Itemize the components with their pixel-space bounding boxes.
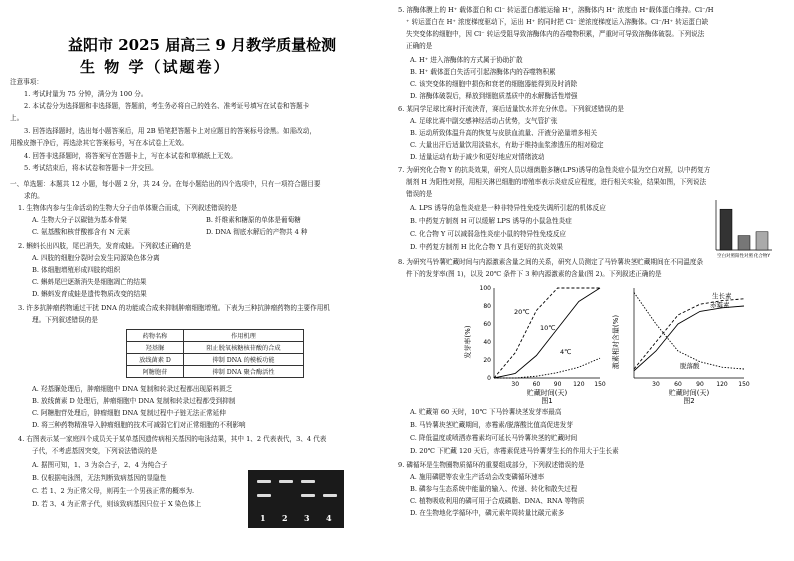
bar [756, 232, 768, 250]
q7-option-c: C. 化合物 Y 可以减弱急性炎症小鼠的特异性免疫反应 [410, 230, 567, 238]
q4-option-d: D. 若 3、4 为正常子代，则该致病基因只位于 X 染色体上 [32, 500, 202, 508]
gel-band [301, 494, 315, 497]
x-tick-label: 90 [696, 381, 704, 388]
table-cell: 抑制 DNA 的模板功能 [184, 354, 304, 366]
figure-1-line-chart [464, 282, 606, 405]
q6-option-c: C. 大量出汗后适量饮用淡盐水，有助于维持血浆渗透压的相对稳定 [410, 141, 604, 149]
table-header-cell: 药物名称 [127, 330, 184, 342]
q7-option-d: D. 中药复方制剂 H 比化合物 Y 具有更好的抗炎效果 [410, 243, 564, 251]
series-line [634, 299, 744, 369]
y-tick-label: 40 [483, 339, 491, 346]
table-cell: 阻止脱氧核糖核苷酸的合成 [184, 342, 304, 354]
x-tick-label: 60 [674, 381, 682, 388]
x-tick-label: 120 [716, 381, 728, 388]
q2-stem: 2. 蝌蚪长出四肢，尾巴消失，发育成蛙。下列叙述正确的是 [18, 242, 192, 250]
q5-stem-cont: 正确的是 [406, 42, 433, 50]
q8-option-c: C. 降低温度或喷洒赤霉素均可延长马铃薯块茎的贮藏时间 [410, 434, 578, 442]
q3-option-d: D. 将三种药物精准导入肿瘤细胞的技术可减弱它们对正常细胞的不利影响 [32, 421, 246, 429]
drug-table [126, 329, 304, 378]
q1-option-a: A. 生物大分子以碳链为基本骨架 [32, 216, 127, 224]
table-row [127, 354, 304, 366]
q7-bar-chart [710, 196, 774, 262]
q9-option-c: C. 植物吸收利用的磷可用于合成磷脂、DNA、RNA 等物质 [410, 497, 585, 505]
q8-stem-cont: 件下的发芽率(图 1)，以及 20℃ 条件下 3 种内源激素的含量(图 2)。下列叙述正确的是 [406, 270, 662, 278]
electrophoresis-gel [248, 470, 344, 528]
series-label: 生长素 [712, 292, 732, 300]
gel-band [301, 480, 315, 483]
lane-label: 3 [304, 513, 310, 523]
series-line [494, 288, 600, 378]
lane-label: 1 [260, 513, 266, 523]
q6-stem: 6. 某同学足球比赛时汗流浃背，赛后适量饮水并充分休息。下列叙述错误的是 [398, 105, 624, 113]
q5-option-d: D. 溶酶体破裂后，释放到细胞质基质中的水解酶活性增强 [410, 92, 578, 100]
gel-band [323, 494, 337, 497]
table-header-cell: 作用机理 [184, 330, 304, 342]
table-row [127, 342, 304, 354]
q4-option-b: B. 仅根据电泳图，无法判断致病基因的显隐性 [32, 474, 167, 482]
q5-option-b: B. H⁺ 载体蛋白失活可引起溶酶体内的吞噬物积累 [410, 68, 556, 76]
y-tick-label: 60 [483, 321, 491, 328]
x-tick-label: 150 [738, 381, 750, 388]
series-label: 10℃ [540, 324, 556, 332]
table-cell: 放线菌素 D [127, 354, 184, 366]
q9-option-d: D. 在生物地化学循环中，磷元素年周转量比碳元素多 [410, 509, 565, 517]
notice-item: 1. 考试时量为 75 分钟，满分为 100 分。 [24, 90, 148, 98]
q3-option-b: B. 放线菌素 D 处理后，肿瘤细胞中 DNA 复制和转录过程都受到抑制 [32, 397, 236, 405]
gel-band [257, 480, 271, 483]
series-label: 20℃ [514, 308, 530, 316]
q5-stem: 5. 溶酶体膜上的 H⁺ 载体蛋白和 Cl⁻ 转运蛋白都能运输 H⁺，溶酶体内 H⁺ 浓度由 H⁺载体蛋白维持。Cl⁻/H [398, 6, 714, 14]
fig2-title: 图2 [683, 397, 695, 405]
x-tick-label: 60 [532, 381, 541, 388]
q1-stem: 1. 生物体内参与生命活动的生物大分子由单体聚合而成，下列叙述错误的是 [18, 204, 238, 212]
q6-option-b: B. 运动所致体温升高的恢复与皮肤血流量、汗液分泌量增多相关 [410, 129, 598, 137]
y-tick-label: 80 [483, 303, 491, 310]
q4-stem-cont: 子代，不考虑基因突变，下列说法错误的是 [32, 447, 158, 455]
y-tick-label: 100 [479, 285, 491, 292]
series-label: 脱落酸 [680, 362, 700, 370]
table-row [127, 366, 304, 378]
bar-category-label: 空白对照 [717, 254, 735, 259]
q9-stem: 9. 磷循环是生物圈物质循环的重要组成部分，下列叙述错误的是 [398, 461, 585, 469]
bar-category-label: 化合物Y [753, 254, 771, 259]
q2-option-c: C. 蝌蚪尾巴逐渐消失是细胞凋亡的结果 [32, 278, 147, 286]
series-label: 4℃ [560, 348, 572, 356]
q5-stem-cont: 失突变体的细胞中，因 Cl⁻ 转运受阻导致溶酶体内的吞噬物积累，严重时可导致溶酶体破裂。下列说法 [406, 30, 705, 38]
fig1-title: 图1 [541, 397, 553, 405]
q4-stem: 4. 右图表示某一家庭四个成员关于某单基因遗传病相关基因的电泳结果，其中 1、2 代表表代，3、4 代表 [18, 435, 327, 443]
q5-option-c: C. 该突变体的细胞中损伤和衰老的细胞器能得到及时消除 [410, 80, 578, 88]
q1-option-c: C. 氨基酸和核苷酸都含有 N 元素 [32, 228, 131, 236]
notice-item: 2. 本试卷分为选择题和非选择题，答题前，考生务必将自己的姓名、准考证号填写在试卷和答题卡 [24, 102, 310, 110]
q3-stem-cont: 理。下列叙述错误的是 [32, 316, 98, 324]
x-tick-label: 90 [553, 381, 562, 388]
q3-option-c: C. 阿糖胞苷处理后，肿瘤细胞 DNA 复制过程中子链无法正常延伸 [32, 409, 226, 417]
x-tick-label: 150 [594, 381, 606, 388]
lane-label: 2 [282, 513, 288, 523]
exam-title: 益阳市 2025 届高三 9 月教学质量检测 [68, 36, 337, 54]
q8-stem: 8. 为研究马铃薯贮藏时间与内源激素含量之间的关系，研究人员测定了马铃薯块茎贮藏期间在不同温度条 [398, 258, 704, 266]
notice-item: 4. 回答非选择题时，将答案写在答题卡上，写在本试卷和草稿纸上无效。 [24, 152, 237, 160]
figure-2-line-chart [612, 282, 752, 405]
q2-option-b: B. 体细胞增殖形成四肢的组织 [32, 266, 121, 274]
section-heading: 一、单选题：本题共 12 小题，每小题 2 分，共 24 分。在每小题给出的四个选项中，只有一项符合题目要 [10, 180, 321, 188]
q4-option-a: A. 据图可知，1、3 为杂合子，2、4 为纯合子 [32, 461, 168, 469]
fig2-ylabel: 激素相对含量(%) [612, 314, 620, 370]
q8-option-a: A. 贮藏第 60 天时，10℃ 下马铃薯块茎发芽率最高 [410, 408, 562, 416]
q3-option-a: A. 羟基脲处理后，肿瘤细胞中 DNA 复制和转录过程都出现原料匮乏 [32, 385, 233, 393]
lane-label: 4 [326, 513, 332, 523]
q2-option-d: D. 蝌蚪发育成蛙是遗传物质改变的结果 [32, 290, 147, 298]
q6-option-d: D. 适量运动有助于减少和更好地应对情绪波动 [410, 153, 545, 161]
q9-option-b: B. 磷参与生态系统中能量的输入、传递、转化和散失过程 [410, 485, 578, 493]
table-header-row [127, 330, 304, 342]
bar [720, 209, 732, 250]
q7-option-b: B. 中药复方制剂 H 可以缓解 LPS 诱导的小鼠急性炎症 [410, 217, 572, 225]
fig2-xlabel: 贮藏时间(天) [668, 389, 710, 397]
q5-stem-cont: ⁺ 转运蛋白在 H⁺ 浓度梯度驱动下，运出 H⁺ 的同时把 Cl⁻ 逆浓度梯度运入溶酶体。Cl⁻/H⁺ 转运蛋白缺 [406, 18, 709, 26]
series-line [494, 288, 600, 378]
q7-stem-cont: 错误的是 [406, 190, 433, 198]
bar [738, 236, 750, 250]
q2-option-a: A. 四肢的细胞分裂时会发生同源染色体分离 [32, 254, 160, 262]
section-heading-cont: 求的。 [24, 192, 44, 200]
gel-band [257, 494, 271, 497]
q9-option-a: A. 施用磷肥等农业生产活动会改变磷循环速率 [410, 473, 545, 481]
q1-option-d: D. DNA 彻底水解后的产物共 4 种 [206, 228, 308, 236]
x-tick-label: 30 [652, 381, 660, 388]
gel-band [279, 480, 293, 483]
notice-item: 3. 回答选择题时，选出每小题答案后，用 2B 铅笔把答题卡上对应题目的答案标号涂黑。如需改动， [24, 127, 316, 135]
q7-stem-cont: 制剂 H 为阳性对照，用相关淋巴细胞的增殖率表示炎症反应程度，进行相关实验，结果如图，下列说法 [406, 178, 707, 186]
bar-category-label: 阳性对照 [735, 254, 753, 259]
fig1-ylabel: 发芽率(%) [464, 325, 472, 359]
notice-heading: 注意事项： [10, 78, 43, 86]
q8-option-b: B. 马铃薯块茎贮藏期间，赤霉素/脱落酸比值高促进发芽 [410, 421, 573, 429]
q4-option-c: C. 若 1、2 为正常父母，则再生一个男孩正常的概率为. [32, 487, 195, 495]
notice-item: 5. 考试结束后，将本试卷和答题卡一并交回。 [24, 164, 158, 172]
q8-option-d: D. 20℃ 下贮藏 120 天后，赤霉素促进马铃薯芽生长的作用大于生长素 [410, 447, 619, 455]
x-tick-label: 30 [511, 381, 520, 388]
q1-option-b: B. 纤维素和糖原的单体是葡萄糖 [206, 216, 301, 224]
table-cell: 抑制 DNA 聚合酶活性 [184, 366, 304, 378]
table-cell: 羟基脲 [127, 342, 184, 354]
q3-stem: 3. 许多抗肿瘤药物通过干扰 DNA 的功能或合成来抑制肿瘤细胞增殖。下表为三种抗肿瘤药物的主要作用机 [18, 304, 330, 312]
y-tick-label: 0 [487, 375, 491, 382]
series-label: 赤霉素 [710, 301, 730, 309]
q6-option-a: A. 足球比赛中副交感神经活动占优势，支气管扩张 [410, 117, 558, 125]
x-tick-label: 120 [573, 381, 585, 388]
notice-item: 上。 [10, 114, 24, 122]
fig1-xlabel: 贮藏时间(天) [526, 389, 568, 397]
q5-option-a: A. H⁺ 进入溶酶体的方式属于协助扩散 [410, 56, 523, 64]
exam-subtitle: 生 物 学（试题卷） [80, 58, 231, 76]
y-tick-label: 20 [483, 357, 491, 364]
table-cell: 阿糖胞苷 [127, 366, 184, 378]
q7-stem: 7. 为研究化合物 Y 的抗炎效果，研究人员以细菌脂多糖(LPS)诱导的急性炎症小鼠为空白对照，以中药复方 [398, 166, 711, 174]
notice-item: 用橡皮擦干净后，再选涂其它答案标号，写在本试卷上无效。 [10, 139, 189, 147]
q7-option-a: A. LPS 诱导的急性炎症是一种非特异性免疫失调所引起的机体反应 [410, 204, 606, 212]
